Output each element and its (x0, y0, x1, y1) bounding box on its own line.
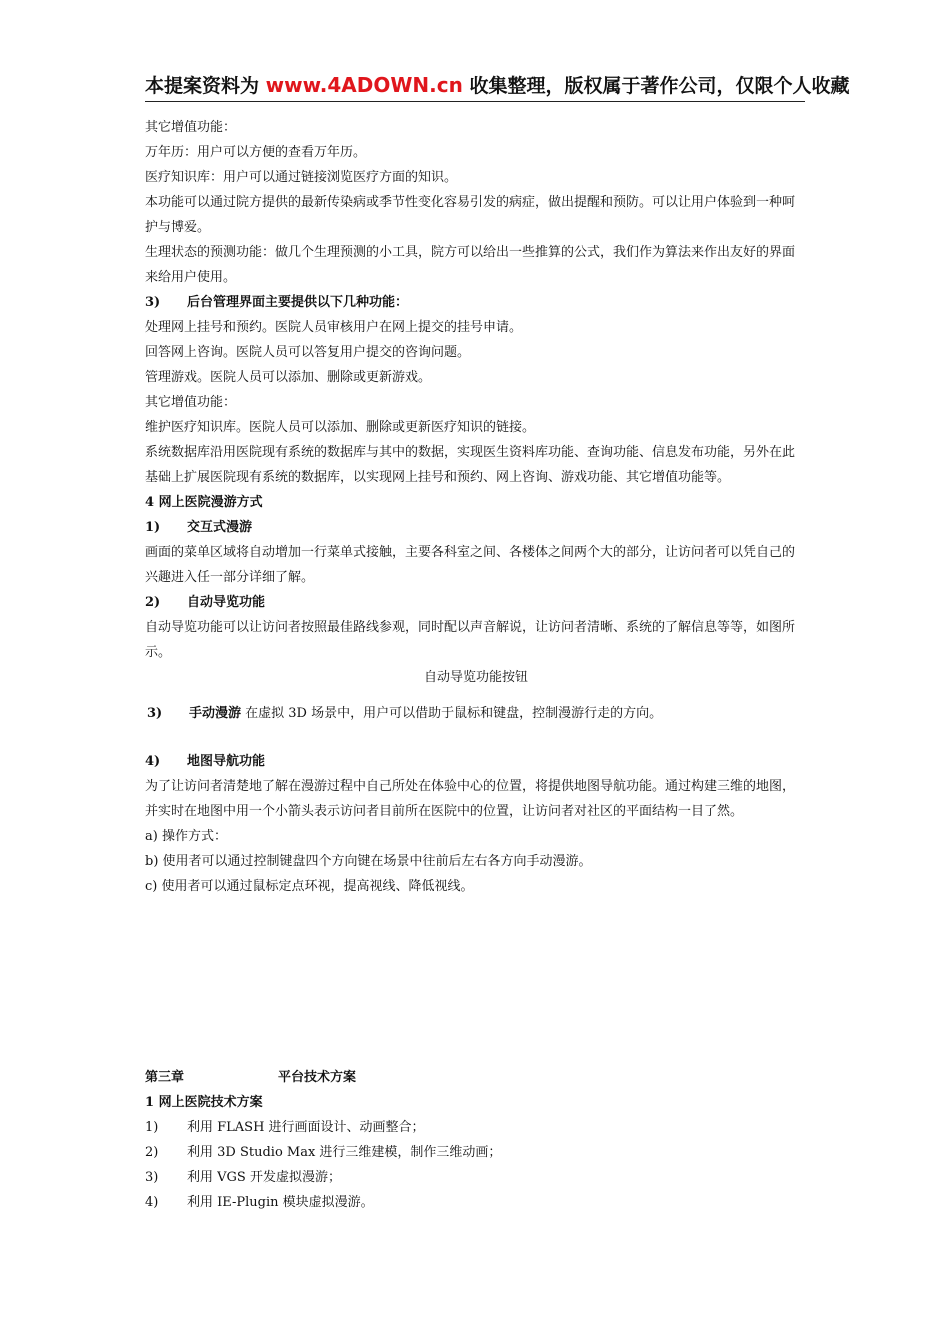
tech-item (145, 1115, 807, 1140)
header-site-link[interactable]: www.4ADOWN.cn (265, 73, 463, 97)
chapter-title: 平台技术方案 (278, 1070, 357, 1085)
map-nav-desc: 为了让访问者清楚地了解在漫游过程中自己所处在体验中心的位置，将提供地图导航功能。通过构建三维的地图，并实时在地图中用一个小箭头表示访问者目前所在医院中的位置，让访问者对社区的平面结构一目了然。 (145, 779, 796, 819)
tech-item-text: 利用 IE-Plugin 模块虚拟漫游。 (187, 1195, 374, 1210)
interactive-roam-number: 1) (145, 520, 161, 535)
operation-b: b) 使用者可以通过控制键盘四个方向键在场景中往前后左右各方向手动漫游。 (145, 854, 592, 869)
tech-item-number: 4) (145, 1195, 159, 1210)
interactive-roam-desc: 画面的菜单区域将自动增加一行菜单式接触，主要各科室之间、各楼体之间两个大的部分，让访问者可以凭自己的兴趣进入任一部分详细了解。 (145, 545, 796, 585)
tech-item-text: 利用 3D Studio Max 进行三维建模，制作三维动画； (187, 1145, 502, 1160)
tech-item-text: 利用 VGS 开发虚拟漫游； (187, 1170, 341, 1185)
admin-registration: 处理网上挂号和预约。医院人员审核用户在网上提交的挂号申请。 (145, 320, 523, 335)
chapter-heading (145, 1065, 807, 1090)
chapter-label: 第三章 (145, 1070, 185, 1085)
admin-kb-maintain: 维护医疗知识库。医院人员可以添加、删除或更新医疗知识的链接。 (145, 420, 536, 435)
tech-heading: 1 网上医院技术方案 (145, 1095, 263, 1110)
map-nav-heading (145, 749, 807, 774)
auto-tour-button-caption: 自动导览功能按钮 (423, 670, 528, 685)
manual-roam-line (147, 701, 809, 726)
tech-item-number: 2) (145, 1145, 159, 1160)
tech-item-text: 利用 FLASH 进行画面设计、动画整合； (187, 1120, 425, 1135)
operation-a: a) 操作方式： (145, 829, 227, 844)
manual-roam-desc: 在虚拟 3D 场景中，用户可以借助于鼠标和键盘，控制漫游行走的方向。 (241, 706, 663, 721)
admin-heading (145, 290, 807, 315)
map-nav-title: 地图导航功能 (187, 754, 266, 769)
predict-feature: 生理状态的预测功能：做几个生理预测的小工具，院方可以给出一些推算的公式，我们作为算法来作出友好的界面来给用户使用。 (145, 245, 796, 285)
section-manual-roam (147, 701, 809, 726)
admin-games: 管理游戏。医院人员可以添加、删除或更新游戏。 (145, 370, 432, 385)
other-features-title: 其它增值功能： (145, 120, 237, 135)
tech-item-number: 1) (145, 1120, 159, 1135)
roam-heading: 4 网上医院漫游方式 (145, 495, 263, 510)
section-value-added (145, 115, 807, 690)
auto-tour-desc: 自动导览功能可以让访问者按照最佳路线参观，同时配以声音解说，让访问者清晰、系统的了解信息等等，如图所示。 (145, 620, 796, 660)
map-nav-number: 4) (145, 754, 161, 769)
database-paragraph: 系统数据库沿用医院现有系统的数据库与其中的数据，实现医生资料库功能、查询功能、信息发布功能，另外在此基础上扩展医院现有系统的数据库，以实现网上挂号和预约、网上咨询、游戏功能、其它增值功能等。 (145, 445, 796, 485)
auto-tour-number: 2) (145, 595, 161, 610)
interactive-roam-title: 交互式漫游 (187, 520, 253, 535)
admin-heading-number: 3) (145, 295, 161, 310)
tech-item-number: 3) (145, 1170, 159, 1185)
manual-roam-number: 3) (147, 706, 163, 721)
header-prefix: 本提案资料为 (145, 75, 266, 97)
medical-kb-feature: 医疗知识库：用户可以通过链接浏览医疗方面的知识。 (145, 170, 458, 185)
operation-c: c) 使用者可以通过鼠标定点环视，提高视线、降低视线。 (145, 879, 474, 894)
admin-heading-text: 后台管理界面主要提供以下几种功能： (187, 295, 409, 310)
calendar-feature: 万年历：用户可以方便的查看万年历。 (145, 145, 367, 160)
section-chapter3 (145, 1065, 807, 1215)
section-map-nav (145, 749, 807, 899)
auto-tour-heading (145, 590, 807, 615)
alert-feature: 本功能可以通过院方提供的最新传染病或季节性变化容易引发的病症，做出提醒和预防。可以让用户体验到一种呵护与博爱。 (145, 195, 796, 235)
tech-item (145, 1190, 807, 1215)
page-header (145, 70, 950, 102)
tech-item (145, 1140, 807, 1165)
header-suffix: 收集整理，版权属于著作公司，仅限个人收藏 (462, 75, 850, 97)
interactive-roam-heading (145, 515, 807, 540)
auto-tour-title: 自动导览功能 (187, 595, 266, 610)
header-divider (145, 101, 805, 102)
admin-other-title: 其它增值功能： (145, 395, 237, 410)
tech-item (145, 1165, 807, 1190)
admin-consult: 回答网上咨询。医院人员可以答复用户提交的咨询问题。 (145, 345, 471, 360)
manual-roam-title: 手动漫游 (189, 706, 242, 721)
